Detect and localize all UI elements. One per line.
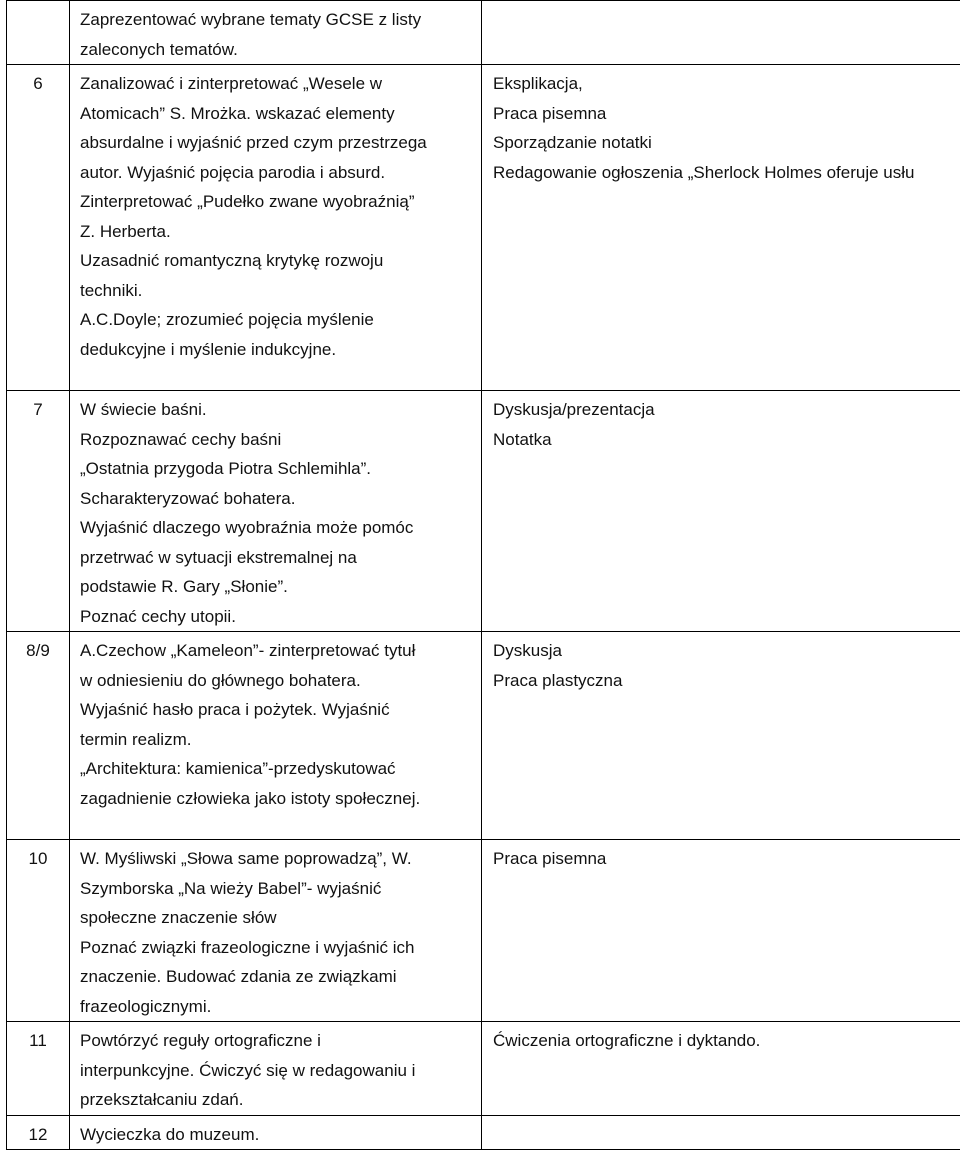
lesson-method-cell bbox=[482, 840, 960, 1022]
lesson-number-cell bbox=[7, 1, 70, 65]
lesson-content-line: W świecie baśni. bbox=[80, 395, 481, 425]
lesson-content-line: Zanalizować i zinterpretować „Wesele w bbox=[80, 69, 481, 99]
lesson-content-line: termin realizm. bbox=[80, 725, 481, 755]
table-row bbox=[7, 632, 960, 840]
lesson-content-line: w odniesieniu do głównego bohatera. bbox=[80, 666, 481, 696]
lesson-method-line: Dyskusja bbox=[493, 636, 960, 666]
lesson-number-cell bbox=[7, 65, 70, 391]
lesson-method-line: Ćwiczenia ortograficzne i dyktando. bbox=[493, 1026, 960, 1056]
lesson-content-line: autor. Wyjaśnić pojęcia parodia i absurd. bbox=[80, 158, 481, 188]
lesson-content-line: „Architektura: kamienica”-przedyskutować bbox=[80, 754, 481, 784]
lesson-method-line: Eksplikacja, bbox=[493, 69, 960, 99]
lesson-method-cell bbox=[482, 391, 960, 632]
lesson-method-cell bbox=[482, 1115, 960, 1150]
table-row bbox=[7, 840, 960, 1022]
lesson-content-line: Wycieczka do muzeum. bbox=[80, 1120, 481, 1150]
lesson-content-line: dedukcyjne i myślenie indukcyjne. bbox=[80, 335, 481, 365]
lesson-method-line: Praca pisemna bbox=[493, 844, 960, 874]
lesson-number: 8/9 bbox=[26, 641, 50, 660]
lesson-content-line: absurdalne i wyjaśnić przed czym przestrzega bbox=[80, 128, 481, 158]
lesson-method-line: Dyskusja/prezentacja bbox=[493, 395, 960, 425]
lesson-content-cell bbox=[70, 840, 482, 1022]
lesson-plan-table bbox=[6, 0, 960, 1150]
lesson-content-cell bbox=[70, 1, 482, 65]
lesson-number: 6 bbox=[33, 74, 42, 93]
lesson-content-line: Zaprezentować wybrane tematy GCSE z listy bbox=[80, 5, 481, 35]
lesson-method-cell bbox=[482, 632, 960, 840]
lesson-content-line: zagadnienie człowieka jako istoty społecznej. bbox=[80, 784, 481, 814]
lesson-number-cell bbox=[7, 1022, 70, 1116]
lesson-content-cell bbox=[70, 391, 482, 632]
lesson-content-line: przetrwać w sytuacji ekstremalnej na bbox=[80, 543, 481, 573]
lesson-number-cell bbox=[7, 391, 70, 632]
lesson-content-line: Poznać związki frazeologiczne i wyjaśnić ich bbox=[80, 933, 481, 963]
lesson-method-line: Notatka bbox=[493, 425, 960, 455]
lesson-content-cell bbox=[70, 632, 482, 840]
lesson-content-line: Wyjaśnić hasło praca i pożytek. Wyjaśnić bbox=[80, 695, 481, 725]
lesson-content-line: Uzasadnić romantyczną krytykę rozwoju bbox=[80, 246, 481, 276]
lesson-content-line: interpunkcyjne. Ćwiczyć się w redagowaniu i bbox=[80, 1056, 481, 1086]
lesson-content-line: „Ostatnia przygoda Piotra Schlemihla”. bbox=[80, 454, 481, 484]
lesson-number-cell bbox=[7, 632, 70, 840]
lesson-content-line: znaczenie. Budować zdania ze związkami bbox=[80, 962, 481, 992]
lesson-number-cell bbox=[7, 1115, 70, 1150]
lesson-content-line: Wyjaśnić dlaczego wyobraźnia może pomóc bbox=[80, 513, 481, 543]
lesson-content-line: Powtórzyć reguły ortograficzne i bbox=[80, 1026, 481, 1056]
lesson-content-line: zaleconych tematów. bbox=[80, 35, 481, 65]
lesson-content-line: W. Myśliwski „Słowa same poprowadzą”, W. bbox=[80, 844, 481, 874]
lesson-content-line: Szymborska „Na wieży Babel”- wyjaśnić bbox=[80, 874, 481, 904]
table-row bbox=[7, 1022, 960, 1116]
lesson-content-line: podstawie R. Gary „Słonie”. bbox=[80, 572, 481, 602]
table-row bbox=[7, 391, 960, 632]
lesson-content-cell bbox=[70, 65, 482, 391]
lesson-content-line: przekształcaniu zdań. bbox=[80, 1085, 481, 1115]
lesson-method-line: Praca plastyczna bbox=[493, 666, 960, 696]
lesson-number: 12 bbox=[29, 1125, 48, 1144]
lesson-content-line: Z. Herberta. bbox=[80, 217, 481, 247]
lesson-content-line: Scharakteryzować bohatera. bbox=[80, 484, 481, 514]
lesson-method-line: Praca pisemna bbox=[493, 99, 960, 129]
lesson-content-line: Atomicach” S. Mrożka. wskazać elementy bbox=[80, 99, 481, 129]
lesson-content-line: społeczne znaczenie słów bbox=[80, 903, 481, 933]
table-row bbox=[7, 65, 960, 391]
lesson-number: 7 bbox=[33, 400, 42, 419]
lesson-content-line: Poznać cechy utopii. bbox=[80, 602, 481, 632]
lesson-content-line: Rozpoznawać cechy baśni bbox=[80, 425, 481, 455]
table-row bbox=[7, 1115, 960, 1150]
lesson-method-cell bbox=[482, 1, 960, 65]
lesson-content-cell bbox=[70, 1115, 482, 1150]
lesson-content-line: frazeologicznymi. bbox=[80, 992, 481, 1022]
lesson-method-cell bbox=[482, 65, 960, 391]
lesson-content-cell bbox=[70, 1022, 482, 1116]
lesson-content-line: Zinterpretować „Pudełko zwane wyobraźnią” bbox=[80, 187, 481, 217]
lesson-content-line: A.C.Doyle; zrozumieć pojęcia myślenie bbox=[80, 305, 481, 335]
lesson-number-cell bbox=[7, 840, 70, 1022]
lesson-method-line: Redagowanie ogłoszenia „Sherlock Holmes oferuje usłu bbox=[493, 158, 960, 188]
lesson-content-line: A.Czechow „Kameleon”- zinterpretować tytuł bbox=[80, 636, 481, 666]
lesson-content-line: techniki. bbox=[80, 276, 481, 306]
lesson-method-cell bbox=[482, 1022, 960, 1116]
lesson-method-line: Sporządzanie notatki bbox=[493, 128, 960, 158]
lesson-number: 11 bbox=[29, 1031, 47, 1050]
table-row bbox=[7, 1, 960, 65]
lesson-number: 10 bbox=[29, 849, 48, 868]
